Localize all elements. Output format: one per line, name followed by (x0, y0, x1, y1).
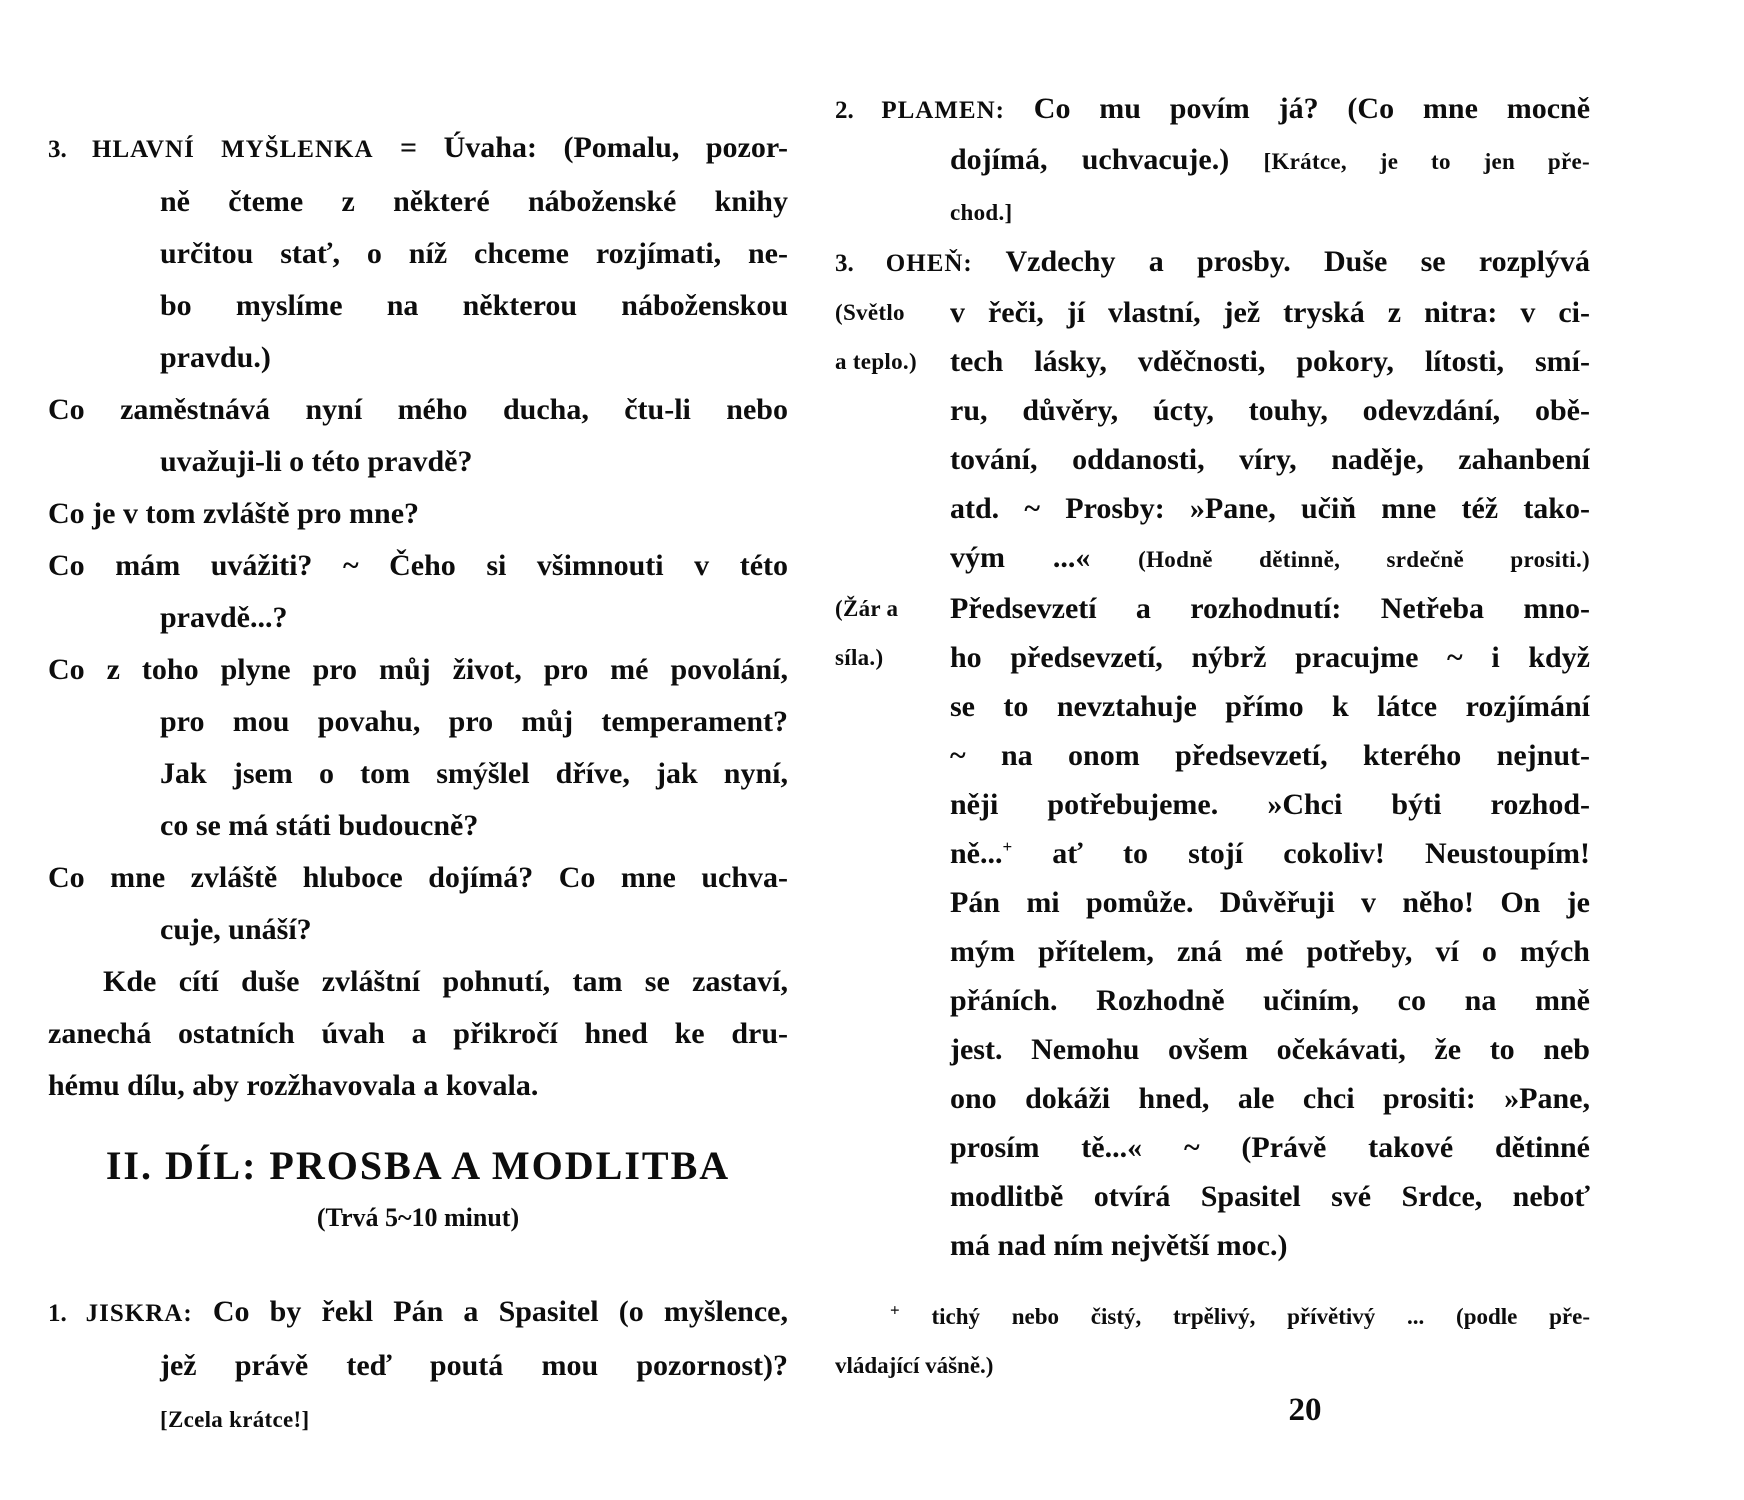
item-label: JISKRA: (85, 1300, 193, 1327)
text-segment: co se má státi budoucně? (160, 809, 479, 842)
text-segment: pravdu.) (160, 341, 271, 374)
text-segment: Co z toho plyne pro můj život, pro mé povolání, (48, 653, 788, 686)
left-text-column (48, 122, 788, 1446)
text-segment: pro mou povahu, pro můj temperament? (160, 705, 788, 738)
text-segment: 1. (48, 1300, 86, 1327)
text-segment: = Úvaha: (Pomalu, pozor- (373, 131, 789, 164)
text-segment: ně... (950, 837, 1003, 870)
text-line (950, 731, 1590, 780)
text-line (950, 435, 1590, 484)
text-line (950, 386, 1590, 435)
text-line (950, 829, 1590, 878)
text-segment: [Zcela krátce!] (160, 1407, 310, 1432)
text-line (160, 1340, 788, 1392)
text-line (950, 533, 1590, 584)
text-line (950, 1074, 1590, 1123)
text-line (48, 540, 788, 592)
item-label: HLAVNÍ MYŠLENKA (92, 136, 374, 163)
text-segment: (Hodně dětinně, srdečně prositi.) (1138, 547, 1590, 572)
text-line (48, 488, 788, 540)
text-segment: tichý nebo čistý, trpělivý, přívětivý ... (podle pře- (899, 1304, 1590, 1329)
text-segment: Předsevzetí a rozhodnutí: Netřeba mno- (950, 592, 1590, 625)
text-segment: Co by řekl Pán a Spasitel (o myšlence, (192, 1295, 789, 1328)
text-segment: (Trvá 5~10 minut) (316, 1203, 520, 1232)
text-segment: atd. ~ Prosby: »Pane, učiň mne též tako- (950, 492, 1590, 525)
text-segment: jest. Nemohu ovšem očekávati, že to neb (950, 1033, 1590, 1066)
item-label: OHEŇ: (885, 250, 973, 277)
text-line (160, 696, 788, 748)
text-line (835, 84, 1590, 135)
margin-note: síla.) (835, 645, 884, 670)
footnote-line (835, 1292, 1590, 1341)
margin-note: (Žár a (835, 596, 899, 621)
text-line (48, 384, 788, 436)
text-segment: vládající vášně.) (835, 1353, 994, 1378)
section-heading (48, 1138, 788, 1194)
text-line (950, 1221, 1590, 1270)
text-segment: + (1002, 837, 1013, 856)
text-line (160, 176, 788, 228)
text-segment: 3. (835, 250, 886, 277)
text-line (835, 337, 1590, 386)
text-segment: uvažuji-li o této pravdě? (160, 445, 473, 478)
text-segment: pravdě...? (160, 601, 288, 634)
text-line (160, 332, 788, 384)
text-segment: dojímá, uchvacuje.) (950, 143, 1264, 176)
text-segment: chod.] (950, 200, 1013, 225)
text-segment: Jak jsem o tom smýšlel dříve, jak nyní, (160, 757, 788, 790)
footnote-line (835, 1341, 1590, 1390)
text-segment: Co zaměstnává nyní mého ducha, čtu-li nebo (48, 393, 788, 426)
text-segment: ~ na onom předsevzetí, kterého nejnut- (950, 739, 1590, 772)
text-segment: ně čteme z některé náboženské knihy (160, 185, 788, 218)
text-line (835, 237, 1590, 288)
text-segment: ať to stojí cokoliv! Neustoupím! (1012, 837, 1590, 870)
text-line (835, 584, 1590, 633)
text-line (950, 484, 1590, 533)
text-segment: ono dokáži hned, ale chci prositi: »Pane, (950, 1082, 1590, 1115)
text-line (48, 122, 788, 176)
text-segment: hému dílu, aby rozžhavovala a kovala. (48, 1069, 539, 1102)
text-segment: Vzdechy a prosby. Duše se rozplývá (972, 245, 1590, 278)
text-segment: něji potřebujeme. »Chci býti rozhod- (950, 788, 1590, 821)
text-line (950, 780, 1590, 829)
text-line (950, 976, 1590, 1025)
text-line (950, 1025, 1590, 1074)
text-segment: určitou stať, o níž chceme rozjímati, ne- (160, 237, 788, 270)
section-subtitle (48, 1198, 788, 1238)
text-segment: prosím tě...« ~ (Právě takové dětinné (950, 1131, 1590, 1164)
text-line (950, 186, 1590, 237)
text-segment: přáních. Rozhodně učiním, co na mně (950, 984, 1590, 1017)
text-segment: II. DÍL: PROSBA A MODLITBA (105, 1143, 731, 1188)
text-segment: vým ...« (950, 541, 1139, 574)
text-line (950, 927, 1590, 976)
text-line (160, 904, 788, 956)
text-line (950, 682, 1590, 731)
text-line (160, 1392, 788, 1446)
text-segment: + (890, 1300, 900, 1320)
text-line (950, 1172, 1590, 1221)
text-line (48, 956, 788, 1008)
text-line (160, 800, 788, 852)
text-segment: Co je v tom zvláště pro mne? (48, 497, 420, 530)
text-segment: mým přítelem, zná mé potřeby, ví o mých (950, 935, 1590, 968)
margin-note: (Světlo (835, 300, 905, 325)
text-line (160, 592, 788, 644)
text-segment: Kde cítí duše zvláštní pohnutí, tam se zastaví, (103, 965, 788, 998)
text-segment: tech lásky, vděčnosti, pokory, lítosti, smí- (950, 345, 1590, 378)
text-segment: Co mne zvláště hluboce dojímá? Co mne uchva- (48, 861, 788, 894)
text-segment: bo myslíme na některou náboženskou (160, 289, 788, 322)
text-segment: se to nevztahuje přímo k látce rozjímání (950, 690, 1590, 723)
page-number: 20 (1288, 1392, 1322, 1428)
text-line (950, 878, 1590, 927)
text-segment: 3. (48, 136, 93, 163)
text-line (160, 280, 788, 332)
right-text-column (835, 84, 1590, 1390)
text-segment: Co mám uvážiti? ~ Čeho si všimnouti v této (48, 549, 788, 582)
text-line (835, 633, 1590, 682)
text-line (48, 1008, 788, 1060)
text-line (48, 852, 788, 904)
text-segment: ru, důvěry, úcty, touhy, odevzdání, obě- (950, 394, 1590, 427)
text-segment: jež právě teď poutá mou pozornost)? (160, 1349, 788, 1382)
text-segment: modlitbě otvírá Spasitel své Srdce, neboť (950, 1180, 1590, 1213)
text-segment: tování, oddanosti, víry, naděje, zahanbení (950, 443, 1590, 476)
text-line (48, 1060, 788, 1112)
text-segment: Pán mi pomůže. Důvěřuji v něho! On je (950, 886, 1590, 919)
margin-note: a teplo.) (835, 349, 917, 374)
text-line (160, 436, 788, 488)
text-segment: zanechá ostatních úvah a přikročí hned ke dru- (48, 1017, 788, 1050)
text-segment: [Krátce, je to jen pře- (1263, 149, 1590, 174)
text-segment: cuje, unáší? (160, 913, 312, 946)
text-line (48, 1286, 788, 1340)
text-line (835, 288, 1590, 337)
text-segment: v řeči, jí vlastní, jež tryská z nitra: v ci- (950, 296, 1590, 329)
text-line (160, 748, 788, 800)
text-line (48, 644, 788, 696)
text-segment: ho předsevzetí, nýbrž pracujme ~ i když (950, 641, 1590, 674)
text-line (950, 135, 1590, 186)
text-segment: 2. (835, 97, 882, 124)
item-label: PLAMEN: (881, 97, 1005, 124)
text-line (950, 1123, 1590, 1172)
text-segment: má nad ním největší moc.) (950, 1229, 1288, 1262)
text-line (160, 228, 788, 280)
text-segment: Co mu povím já? (Co mne mocně (1004, 92, 1590, 125)
